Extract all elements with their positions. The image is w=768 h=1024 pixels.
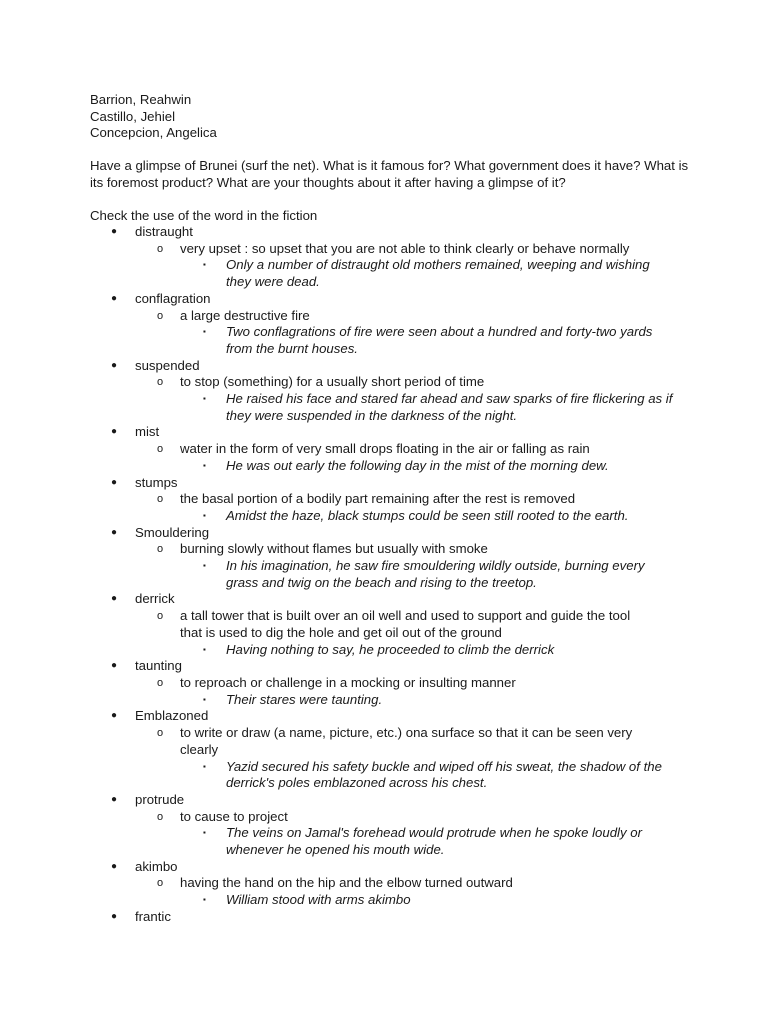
vocab-example (0, 892, 678, 909)
bullet-icon: ● (111, 292, 118, 304)
vocab-word-text: taunting (135, 658, 182, 674)
bullet-icon: ● (111, 359, 118, 371)
bullet-icon: ● (111, 710, 118, 722)
vocab-example (0, 558, 678, 591)
vocab-definition-text: very upset : so upset that you are not able to think clearly or behave normally (180, 240, 630, 256)
vocab-definition-text: water in the form of very small drops floating in the air or falling as rain (180, 441, 590, 457)
vocab-example-text: Yazid secured his safety buckle and wiped off his sweat, the shadow of the derrick's poles emblazoned across his chest. (226, 758, 662, 791)
bullet-icon: o (157, 877, 164, 890)
vocab-word (0, 475, 768, 492)
bullet-icon: ● (111, 426, 118, 438)
vocab-word (0, 708, 768, 725)
bullet-icon: o (157, 493, 164, 506)
vocab-example-text: Their stares were taunting. (226, 691, 383, 707)
bullet-icon: ▪ (203, 828, 206, 838)
bullet-icon: ▪ (203, 895, 206, 905)
bullet-icon: ▪ (203, 510, 206, 520)
vocab-word (0, 224, 768, 241)
vocab-definition (0, 875, 650, 892)
vocab-definition (0, 441, 650, 458)
vocab-definition-text: to write or draw (a name, picture, etc.) ona surface so that it can be seen very clearly (180, 725, 633, 757)
vocab-word (0, 591, 768, 608)
vocab-word-text: akimbo (135, 858, 178, 874)
vocab-definition (0, 308, 650, 325)
vocab-definition (0, 725, 650, 758)
bullet-icon: ● (111, 660, 118, 672)
bullet-icon: ▪ (203, 260, 206, 270)
vocab-example-text: Two conflagrations of fire were seen about a hundred and forty-two yards from the burnt houses. (226, 324, 653, 356)
vocab-example (0, 257, 678, 290)
vocab-example (0, 825, 678, 858)
vocab-word-text: derrick (135, 591, 175, 607)
vocab-word (0, 792, 768, 809)
bullet-icon: o (157, 610, 164, 623)
vocab-word (0, 358, 768, 375)
check-heading: Check the use of the word in the fiction (90, 208, 318, 223)
vocab-definition-text: the basal portion of a bodily part remaining after the rest is removed (180, 491, 576, 507)
vocab-definition (0, 541, 650, 558)
bullet-icon: o (157, 543, 164, 556)
bullet-icon: o (157, 242, 164, 255)
bullet-icon: ● (111, 910, 118, 922)
vocab-word (0, 909, 768, 926)
bullet-icon: o (157, 676, 164, 689)
author-name: Concepcion, Angelica (90, 125, 217, 141)
vocab-word-text: suspended (135, 357, 200, 373)
vocab-example (0, 324, 678, 357)
author-name: Castillo, Jehiel (90, 108, 176, 124)
vocab-word-text: stumps (135, 474, 178, 490)
vocab-word (0, 859, 768, 876)
vocab-definition-text: to cause to project (180, 808, 288, 824)
vocab-word-text: protrude (135, 791, 185, 807)
vocab-example-text: He was out early the following day in the mist of the morning dew. (226, 457, 609, 473)
bullet-icon: ● (111, 526, 118, 538)
vocab-definition (0, 374, 650, 391)
bullet-icon: o (157, 376, 164, 389)
intro-paragraph: Have a glimpse of Brunei (surf the net). What is it famous for? What government does it have? What is its foremost product? What are your thoughts about it after having a glimpse of it? (90, 158, 689, 190)
vocab-example (0, 759, 678, 792)
bullet-icon: ● (111, 860, 118, 872)
vocab-word (0, 658, 768, 675)
vocab-word (0, 291, 768, 308)
bullet-icon: ▪ (203, 761, 206, 771)
bullet-icon: ▪ (203, 644, 206, 654)
bullet-icon: ▪ (203, 694, 206, 704)
vocab-definition (0, 491, 650, 508)
bullet-icon: ● (111, 476, 118, 488)
author-names (90, 92, 217, 142)
vocab-example-text: He raised his face and stared far ahead and saw sparks of fire flickering as if they were suspended in the darkness of the night. (226, 391, 673, 423)
vocab-word-text: conflagration (135, 290, 211, 306)
vocab-example (0, 508, 678, 525)
vocab-word (0, 525, 768, 542)
vocab-definition (0, 675, 650, 692)
bullet-icon: ● (111, 226, 118, 237)
vocab-example-text: Only a number of distraught old mothers remained, weeping and wishing they were dead. (226, 257, 650, 290)
vocab-example-text: In his imagination, he saw fire smouldering wildly outside, burning every grass and twig on the beach and rising to the treetop. (226, 558, 645, 590)
vocab-example-text: Having nothing to say, he proceeded to climb the derrick (226, 641, 555, 657)
bullet-icon: ● (111, 793, 118, 805)
bullet-icon: ▪ (203, 460, 206, 470)
vocab-definition (0, 809, 650, 826)
author-name: Barrion, Reahwin (90, 92, 192, 107)
vocabulary-list (0, 224, 768, 926)
vocab-word (0, 424, 768, 441)
vocab-word-text: distraught (135, 224, 193, 239)
vocab-definition-text: to reproach or challenge in a mocking or insulting manner (180, 674, 516, 690)
vocab-example (0, 458, 678, 475)
bullet-icon: ▪ (203, 394, 206, 404)
vocab-definition-text: a tall tower that is built over an oil well and used to support and guide the tool that is used to dig the hole and get oil out of the ground (180, 608, 631, 640)
vocab-word-text: Smouldering (135, 524, 210, 540)
vocab-word-text: mist (135, 424, 160, 440)
vocab-definition-text: burning slowly without flames but usually with smoke (180, 541, 488, 557)
vocab-word-text: Emblazoned (135, 708, 209, 724)
bullet-icon: o (157, 443, 164, 456)
bullet-icon: o (157, 810, 164, 823)
vocab-example (0, 391, 678, 424)
vocab-word-text: frantic (135, 908, 171, 924)
bullet-icon: ▪ (203, 561, 206, 571)
vocab-example (0, 692, 678, 709)
vocab-example (0, 642, 678, 659)
vocab-definition-text: a large destructive fire (180, 307, 310, 323)
vocab-definition-text: to stop (something) for a usually short period of time (180, 374, 485, 390)
vocab-definition (0, 241, 650, 258)
vocab-example-text: William stood with arms akimbo (226, 892, 411, 908)
vocab-example-text: Amidst the haze, black stumps could be seen still rooted to the earth. (226, 507, 629, 523)
vocab-example-text: The veins on Jamal's forehead would protrude when he spoke loudly or whenever he opened his mouth wide. (226, 825, 642, 858)
vocab-definition (0, 608, 650, 641)
vocab-definition-text: having the hand on the hip and the elbow turned outward (180, 875, 513, 891)
bullet-icon: o (157, 309, 164, 322)
bullet-icon: ● (111, 593, 118, 605)
bullet-icon: ▪ (203, 327, 206, 337)
bullet-icon: o (157, 727, 164, 740)
